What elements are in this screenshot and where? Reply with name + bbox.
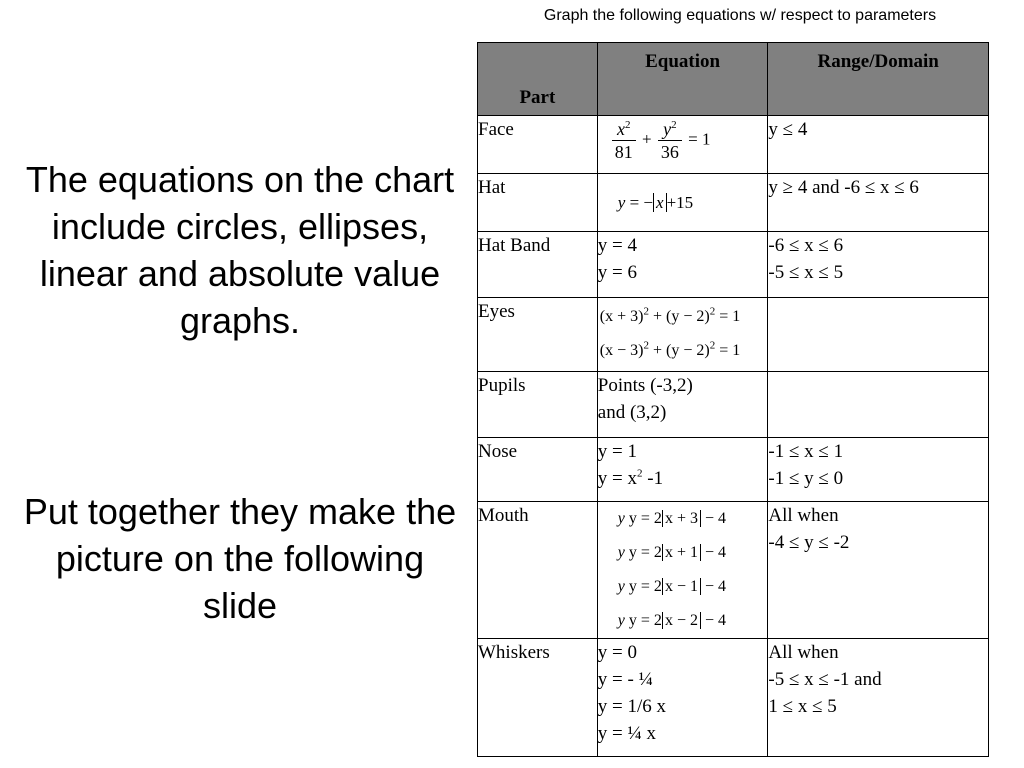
equation-cell: Points (-3,2) and (3,2) [597,372,768,438]
header-range: Range/Domain [768,43,989,116]
equations-table [477,42,989,757]
equation-cell: y = − x +15 [597,174,768,232]
equation-cell: y y = 2 x + 3 − 4 y y = 2 x + 1 − 4 y y = 2 x − 1 − 4 y y = 2 x − 2 − 4 [597,502,768,639]
equation-cell: y = 1 $y = x^2$ -1 [597,438,768,502]
header-equation: Equation [597,43,768,116]
range-cell: All when -4 ≤ y ≤ -2 [768,502,989,639]
table-row [478,298,989,372]
range-cell: All when -5 ≤ x ≤ -1 and 1 ≤ x ≤ 5 [768,639,989,757]
table-row [478,438,989,502]
part-cell: Hat [478,174,598,232]
part-cell: Face [478,116,598,174]
table-row [478,174,989,232]
part-cell: Mouth [478,502,598,639]
header-part: Part [478,43,598,116]
part-cell: Eyes [478,298,598,372]
part-cell: Whiskers [478,639,598,757]
table-header-row [478,43,989,116]
equation-cell: y = 4 y = 6 [597,232,768,298]
range-cell [768,372,989,438]
header-note: Graph the following equations w/ respect to parameters [543,7,937,24]
fraction: $\frac{y^2}{36}$ [658,118,682,163]
part-cell: Hat Band [478,232,598,298]
range-cell: -6 ≤ x ≤ 6 -5 ≤ x ≤ 5 [768,232,989,298]
part-cell: Pupils [478,372,598,438]
range-cell: y ≥ 4 and -6 ≤ x ≤ 6 [768,174,989,232]
equation-cell: $(x + 3)^2 + (y - 2)^2 = 1$ $(x - 3)^2 + (y - 2)^2 = 1$ [597,298,768,372]
part-cell: Nose [478,438,598,502]
range-cell: y ≤ 4 [768,116,989,174]
range-cell [768,298,989,372]
table-row [478,232,989,298]
table-row [478,639,989,757]
table-row [478,502,989,639]
equation-cell: y = 0 y = - ¼ y = 1/6 x y = ¼ x [597,639,768,757]
table-row [478,116,989,174]
description-paragraph: The equations on the chart include circles, ellipses, linear and absolute value graphs. [25,159,455,341]
fraction: $\frac{x^2}{81}$ [612,118,636,163]
equation-cell: $\frac{x^2}{81}$ + $\frac{y^2}{36}$ = 1 [597,116,768,174]
conclusion-paragraph: Put together they make the picture on the following slide [23,491,457,626]
range-cell: -1 ≤ x ≤ 1 -1 ≤ y ≤ 0 [768,438,989,502]
table-row [478,372,989,438]
